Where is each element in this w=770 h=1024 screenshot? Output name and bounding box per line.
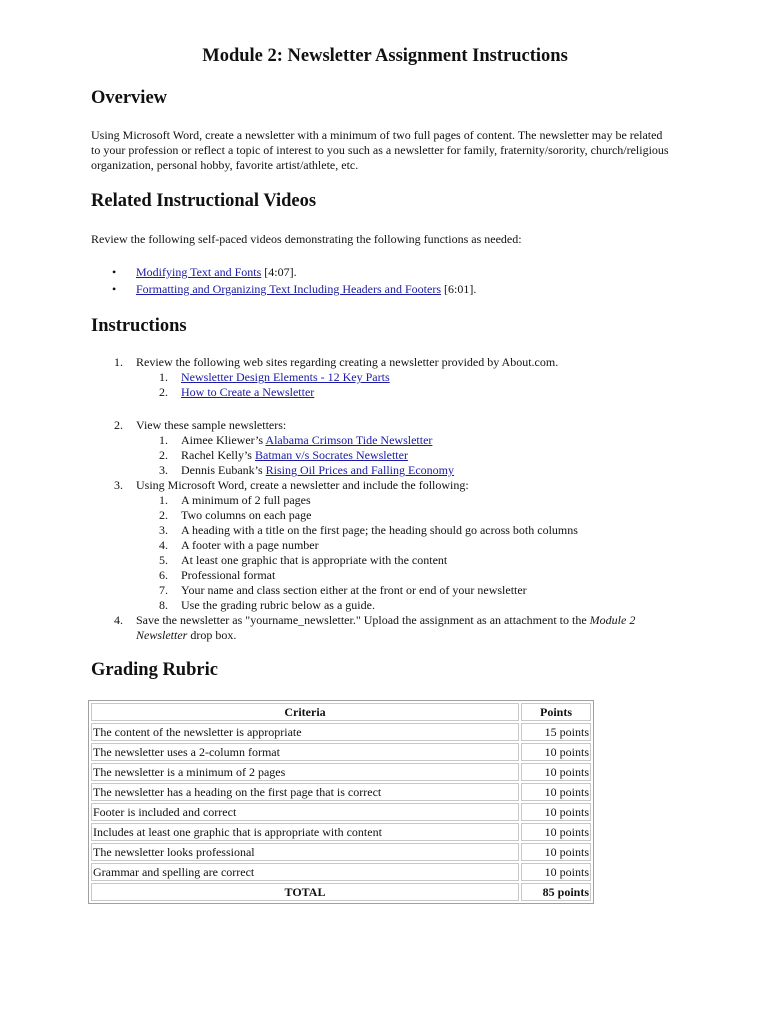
bullet-icon: • bbox=[112, 282, 117, 296]
link-alabama-newsletter[interactable]: Alabama Crimson Tide Newsletter bbox=[265, 433, 433, 447]
step-2-text: View these sample newsletters: bbox=[136, 418, 287, 432]
videos-heading: Related Instructional Videos bbox=[91, 191, 317, 211]
video-duration: [6:01]. bbox=[441, 282, 477, 296]
table-row: The newsletter is a minimum of 2 pages 10 points bbox=[93, 765, 589, 779]
rubric-heading: Grading Rubric bbox=[91, 660, 218, 680]
overview-text: Using Microsoft Word, create a newsletter with a minimum of two full pages of content. The newsletter may be related to your profession or reflect a topic of interest to you such as a newsletter for family, fraternity/sorority, church/religious organization, personal hobby, favorite artist/athlete, etc. bbox=[91, 128, 669, 172]
link-batman-newsletter[interactable]: Batman v/s Socrates Newsletter bbox=[254, 448, 408, 462]
table-row: The content of the newsletter is appropriate 15 points bbox=[93, 725, 589, 739]
step-1-text: Review the following web sites regarding creating a newsletter provided by About.com. bbox=[136, 355, 559, 369]
bullet-icon: • bbox=[112, 265, 117, 279]
table-row: Grammar and spelling are correct 10 points bbox=[93, 865, 589, 879]
rubric-table bbox=[88, 700, 594, 904]
total-points: 85 points bbox=[521, 883, 591, 901]
table-row: The newsletter looks professional 10 points bbox=[93, 845, 589, 859]
total-label: TOTAL bbox=[91, 883, 519, 901]
step-3-text: Using Microsoft Word, create a newsletter and include the following: bbox=[136, 478, 469, 492]
total-row bbox=[91, 883, 591, 901]
instructions-heading: Instructions bbox=[91, 316, 187, 336]
link-how-to-create[interactable]: How to Create a Newsletter bbox=[181, 385, 315, 399]
points-header: Points bbox=[521, 703, 591, 721]
document-page: Module 2: Newsletter Assignment Instructions Overview Using Microsoft Word, create a newsletter with a minimum of two full pages of content. The newsletter may be related to your profession or reflect a topic of interest to you such as a newsletter for family, fraternity/sorority, church/religious organization, personal hobby, favorite artist/athlete, etc. Related Instructional Videos Review the following self-paced videos demonstrating the following functions as needed: • Modifying Text and Fonts [4:07]. • Formatting and Organizing Text Including Headers and Footers [6:01]. Instructions 1. Review the following web sites regarding creating a newsletter provided by About.com. 1. Newsletter Design Elements - 12 Key Parts 2. How to Create a Newsletter 2. View these sample newsletters: 1. Aimee Kliewer’s Alabama Crimson Tide Newsletter 2. Rachel Kelly’s Batman v/s Socrates Newsletter 3. Dennis Eubank’s Rising Oil Prices and Falling Economy 3. Using Microsoft Word, create a newsletter and include the following: 1. A minimum of 2 full pages 2. Two columns on each page 3. A heading with a title on the first page; the heading should go across both columns 4. A footer with a page number 5. At least one graphic that is appropriate with the content 6. Professional format 7. Your name and class section either at the front or end of your newsletter 8. Use the grading rubric below as a guide. 4. Save the newsletter as "yourname_newsletter." Upload the assignment as an attachment to the Module 2 Newsletter drop box. Grading Rubric Criteria Points The content of the newsletter is appropriate 15 points The newsletter uses a 2-column format 10 points The newsletter is a minimum of 2 pages 10 points The newsletter has a heading on the first page that is correct 10 points Footer is included and correct 10 points Includes at least one graphic that is appropriate with content 10 points The newsletter looks professional 10 points Grammar and spelling are correct 10 points TOTAL 85 points bbox=[0, 0, 770, 1024]
table-row: The newsletter uses a 2-column format 10 points bbox=[93, 745, 589, 759]
videos-intro: Review the following self-paced videos demonstrating the following functions as needed: bbox=[91, 232, 522, 246]
table-row: The newsletter has a heading on the first page that is correct 10 points bbox=[93, 785, 589, 799]
link-design-elements[interactable]: Newsletter Design Elements - 12 Key Parts bbox=[181, 370, 390, 384]
criteria-header: Criteria bbox=[91, 703, 519, 721]
table-row: Footer is included and correct 10 points bbox=[93, 805, 589, 819]
page-title: Module 2: Newsletter Assignment Instructions bbox=[202, 46, 568, 66]
table-row: Includes at least one graphic that is appropriate with content 10 points bbox=[93, 825, 589, 839]
video-link-formatting[interactable]: Formatting and Organizing Text Including Headers and Footers bbox=[136, 282, 441, 296]
video-duration: [4:07]. bbox=[261, 265, 297, 279]
link-oil-prices-newsletter[interactable]: Rising Oil Prices and Falling Economy bbox=[265, 463, 454, 477]
video-link-fonts[interactable]: Modifying Text and Fonts bbox=[136, 265, 262, 279]
overview-heading: Overview bbox=[91, 88, 168, 108]
table-header-row bbox=[91, 703, 591, 721]
